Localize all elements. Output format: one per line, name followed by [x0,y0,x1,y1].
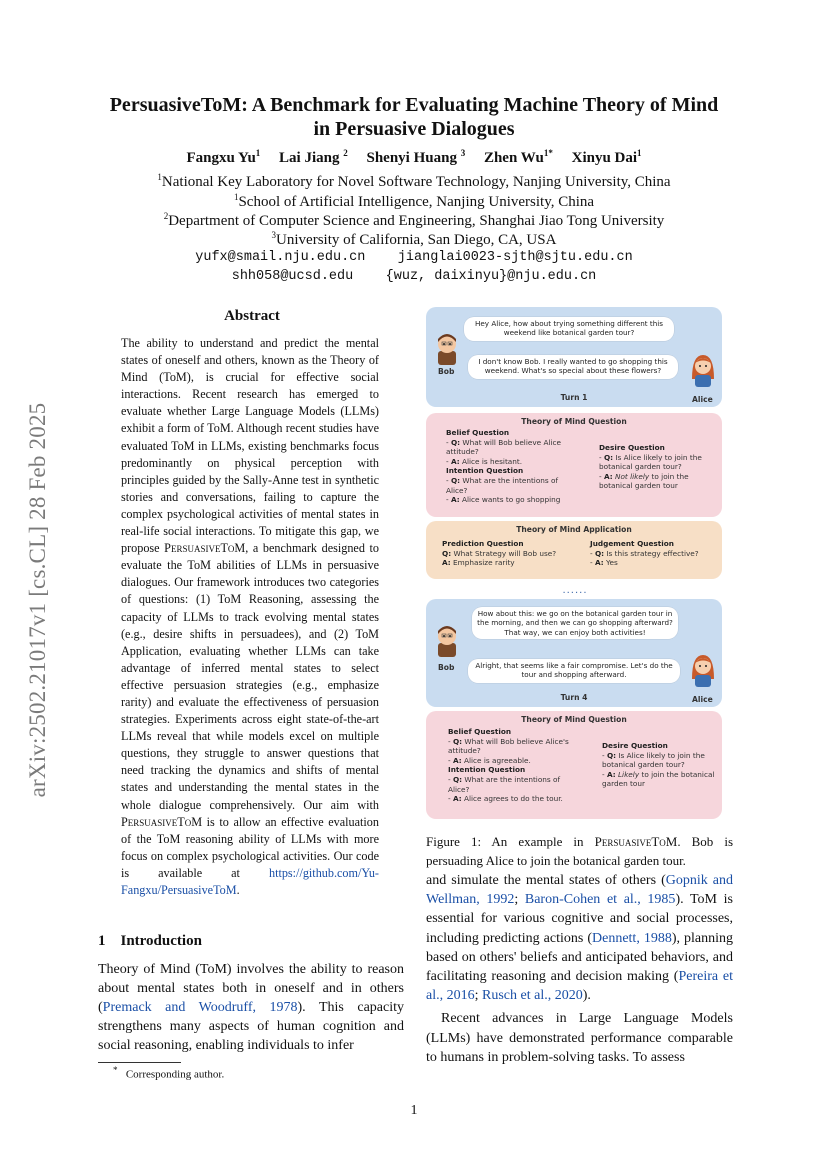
abstract-body: The ability to understand and predict the mental states of oneself and others, known as the Theory of Mind (ToM), is crucial for effective social interactions. Recent research has emerged to evaluate whether Large Language Models (LLMs) exhibit a form of ToM. Although recent studies have evaluated ToM in LLMs, existing benchmarks focus predominantly on physical perception with principles guided by the Sally-Anne test in synthetic stories and conversations, failing to capture the complex psychological activities of mental states in real-life social interactions. To mitigate this gap, we propose PersuasiveToM, a benchmark designed to evaluate the ToM abilities of LLMs in persuasive dialogues. Our framework introduces two categories of questions: (1) ToM Reasoning, assessing the capacity of LLMs to track evolving mental states (e.g., desire shifts in persuadees), and (2) ToM Application, evaluating whether LLMs can take advantage of inferred mental states to select effective persuasion strategies (e.g., emphasize rarity) and evaluate the effectiveness of persuasion strategies. Experiments across eight state-of-the-art LLMs reveal that while models excel on multiple questions, they struggle to answer questions that need tracking the dynamics and shifts of mental states and understanding the mental states in the whole dialogue comprehensively. Our aim with PersuasiveToM is to allow an effective evaluation of the ToM reasoning ability of LLMs with more focus on complex psychological activities. Our code is available at https://github.com/Yu-Fangxu/PersuasiveToM. [121,336,379,897]
page-number: 1 [410,1103,418,1118]
bob-label: Bob [438,663,455,672]
alice-avatar-icon [688,649,718,687]
panel-title: Theory of Mind Question [521,417,627,426]
citation-link[interactable]: Baron-Cohen et al., 1985 [524,892,676,908]
bob-label: Bob [438,367,455,376]
bob-avatar-icon [432,621,462,657]
benchmark-name: PersuasiveToM [121,814,203,829]
arxiv-identifier [18,340,58,860]
affiliation: $^1$National Key Laboratory for Novel Software Technology, Nanjing University, China [157,172,671,190]
alice-speech-bubble: Alright, that seems like a fair compromise. Let's do the tour and shopping afterward. [468,659,680,683]
prediction-question: Prediction Question Q: What Strategy will Bob use? A: Emphasize rarity [442,539,557,568]
paragraph: Recent advances in Large Language Models (LLMs) have demonstrated performance comparable to humans in problem-solving tasks. To assess [426,1011,733,1065]
author: Zhen $Wu^{1*}$ [483,148,553,166]
turn-1-panel [426,307,722,407]
turn-label: Turn 4 [560,693,588,702]
citation-link[interactable]: Pereira et al., 2016 [426,969,734,1004]
citation-link[interactable]: Gopnik and Wellman, 1992 [426,873,733,908]
title-line-1: PersuasiveToM: A Benchmark for Evaluating Machine Theory of Mind [109,94,719,116]
author: Fangxu Yu$^1$ [186,148,261,166]
footnote: * Corresponding author. [113,1065,225,1081]
footnote-rule [98,1062,181,1063]
footnote-mark: * [113,1065,118,1075]
paper-title [90,93,738,141]
panel-title: Theory of Mind Application [516,525,632,534]
benchmark-name: PersuasiveToM [164,541,246,556]
affiliation: $^2$Department of Computer Science and Engineering, Shanghai Jiao Tong University [163,211,665,229]
bob-speech-bubble: How about this: we go on the botanical garden tour in the morning, and then we can go shopping afterward? That way, we can enjoy both activities! [472,607,678,639]
tom-question-panel [426,711,722,819]
tom-question-panel [426,413,722,517]
affiliation: $^1$School of Artificial Intelligence, Nanjing University, China [233,192,595,210]
author-list [90,148,738,167]
arxiv-identifier-text: arXiv:2502.21017v1 [cs.CL] 28 Feb 2025 [25,402,50,798]
section-heading: 1 Introduction [98,933,202,949]
citation-link[interactable]: Dennett, 1988 [592,930,672,946]
ellipsis: ...... [562,585,588,596]
bob-speech-bubble: Hey Alice, how about trying something different this weekend like botanical garden tour? [464,317,674,341]
abstract-heading: Abstract [224,308,280,324]
intro-paragraph: Theory of Mind (ToM) involves the ability to reason about mental states both in oneself and in others (Premack and Woodruff, 1978). This capacity strengthens many aspects of human cognition and social reasoning, enabling individuals to infer [98,962,404,1053]
belief-question: Belief Question - Q: What will Bob believe Alice's attitude? - A: Alice is agreeable. Intention Question - Q: What are the intentions of Alice? - A: Alice agrees to do the tour. [448,727,569,804]
author: Xinyu Dai$^1$ [571,148,642,166]
turn-label: Turn 1 [560,393,588,402]
figure-caption: Figure 1: An example in PersuasiveToM. Bob is persuading Alice to join the botanical garden tour. [426,834,734,868]
author: Shenyi Huang $^3$ [366,148,466,166]
figure-1 [426,305,724,825]
paragraph: and simulate the mental states of others (Gopnik and Wellman, 1992; Baron-Cohen et al., 1985). ToM is essential for various cognitive and social processes, including predicting actions (Dennett, 1988), planning based on others' beliefs and anticipated behaviors, and facilitating reasoning and decision making (Pereira et al., 2016; Rusch et al., 2020). [426,873,734,1004]
affiliation: $^3$University of California, San Diego, CA, USA [271,230,557,248]
panel-title: Theory of Mind Question [521,715,627,724]
tom-application-panel [426,521,722,579]
desire-question: Desire Question - Q: Is Alice likely to join the botanical garden tour? - A: Likely to join the botanical garden tour [602,741,715,789]
author: Lai Jiang $^2$ [279,148,348,166]
email-line: shh058@ucsd.edu {wuz, daixinyu}@nju.edu.cn [231,269,597,284]
alice-label: Alice [692,695,713,704]
alice-label: Alice [692,395,713,404]
desire-question: Desire Question - Q: Is Alice likely to join the botanical garden tour? - A: Not likely to join the botanical garden tour [599,443,702,491]
citation-link[interactable]: Premack and Woodruff, 1978 [102,1000,298,1015]
email-line: yufx@smail.nju.edu.cn jianglai0023-sjth@sjtu.edu.cn [195,250,633,265]
bob-avatar-icon [432,329,462,365]
alice-avatar-icon [688,349,718,387]
right-column-text [426,871,733,1067]
alice-speech-bubble: I don't know Bob. I really wanted to go shopping this weekend. What's so special about these flowers? [468,355,678,379]
citation-link[interactable]: Rusch et al., 2020 [482,988,583,1004]
judgement-question: Judgement Question - Q: Is this strategy effective? - A: Yes [590,539,699,568]
code-link[interactable]: https://github.com/Yu-Fangxu/PersuasiveToM [121,865,379,897]
belief-question: Belief Question - Q: What will Bob believe Alice attitude? - A: Alice is hesitant. Intention Question - Q: What are the intentions of Alice? - A: Alice wants to go shopping [446,428,562,505]
turn-4-panel [426,599,722,707]
title-line-2: in Persuasive Dialogues [313,118,515,140]
